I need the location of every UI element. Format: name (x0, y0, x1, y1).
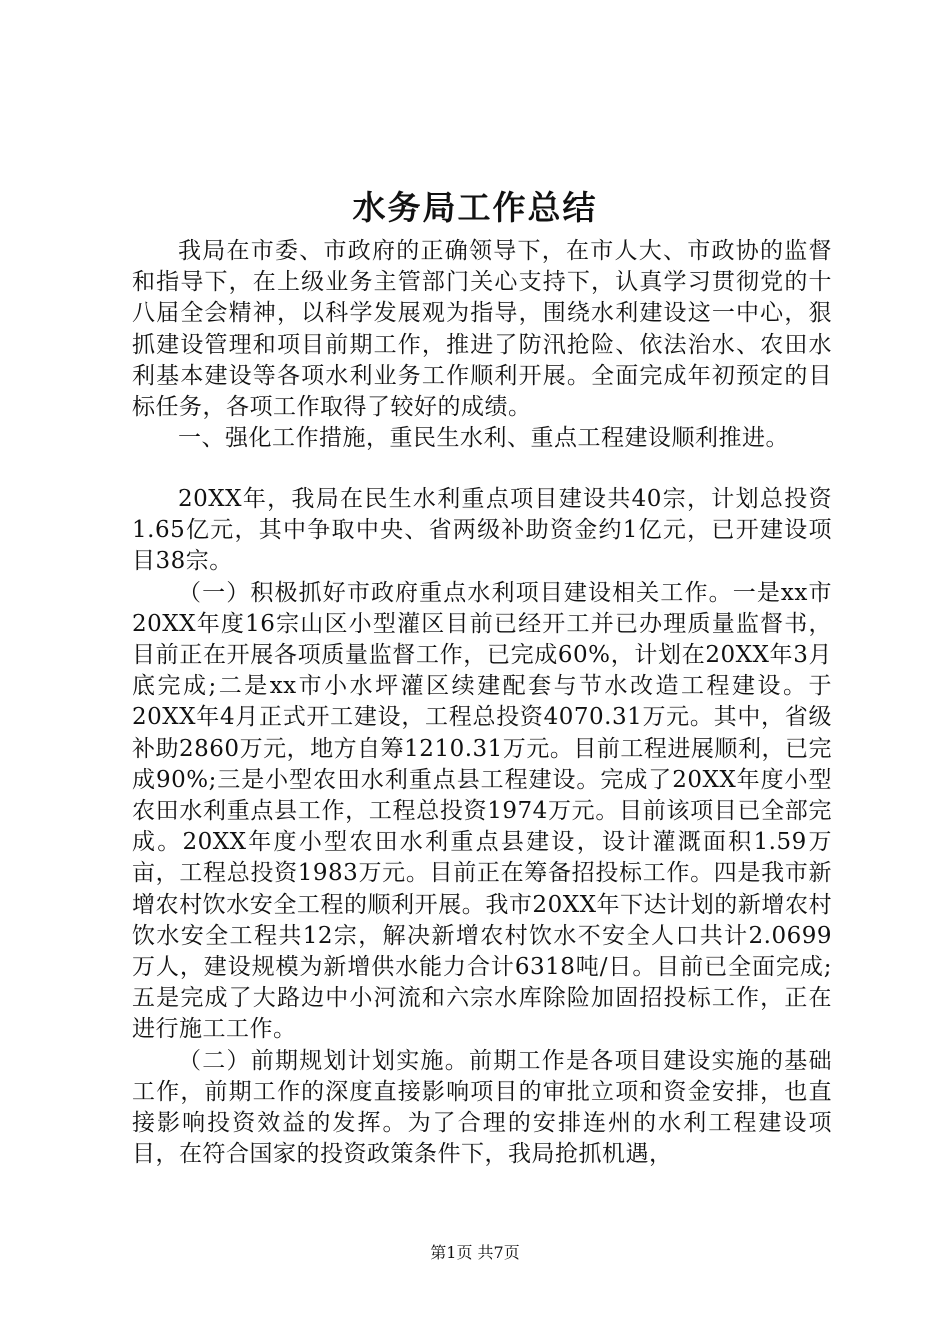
document-title: 水务局工作总结 (352, 188, 598, 227)
intro-paragraph: 我局在市委、市政府的正确领导下，在市人大、市政协的监督和指导下，在上级业务主管部门关心支持下，认真学习贯彻党的十八届全会精神，以科学发展观为指导，围绕水利建设这一中心，狠抓建设管理和项目前期工作，推进了防汛抢险、依法治水、农田水利基本建设等各项水利业务工作顺利开展。全面完成年初预定的目标任务，各项工作取得了较好的成绩。 (132, 238, 832, 421)
summary-paragraph: 20XX年，我局在民生水利重点项目建设共40宗，计划总投资1.65亿元，其中争取中央、省两级补助资金约1亿元，已开建设项目38宗。 (132, 486, 832, 575)
section-1-body (132, 484, 832, 1170)
section-heading-1: 一、强化工作措施，重民生水利、重点工程建设顺利推进。 (178, 425, 789, 452)
intro-section (132, 236, 832, 454)
page-footer: 第1页 共7页 (430, 1243, 520, 1262)
subsection-2-paragraph: （二）前期规划计划实施。前期工作是各项目建设实施的基础工作，前期工作的深度直接影响项目的审批立项和资金安排，也直接影响投资效益的发挥。为了合理的安排连州的水利工程建设项目，在符合国家的投资政策条件下，我局抢抓机遇， (132, 1047, 832, 1168)
subsection-1-paragraph: （一）积极抓好市政府重点水利项目建设相关工作。一是xx市20XX年度16宗山区小型灌区目前已经开工并已办理质量监督书，目前正在开展各项质量监督工作，已完成60%，计划在20XX年3月底完成;二是xx市小水坪灌区续建配套与节水改造工程建设。于20XX年4月正式开工建设，工程总投资4070.31万元。其中，省级补助2860万元，地方自筹1210.31万元。目前工程进展顺利，已完成90%;三是小型农田水利重点县工程建设。完成了20XX年度小型农田水利重点县工作，工程总投资1974万元。目前该项目已全部完成。20XX年度小型农田水利重点县建设，设计灌溉面积1.59万亩，工程总投资1983万元。目前正在筹备招投标工作。四是我市新增农村饮水安全工程的顺利开展。我市20XX年下达计划的新增农村饮水安全工程共12宗，解决新增农村饮水不安全人口共计2.0699万人，建设规模为新增供水能力合计6318吨/日。目前已全面完成;五是完成了大路边中小河流和六宗水库除险加固招投标工作，正在进行施工工作。 (132, 579, 832, 1043)
